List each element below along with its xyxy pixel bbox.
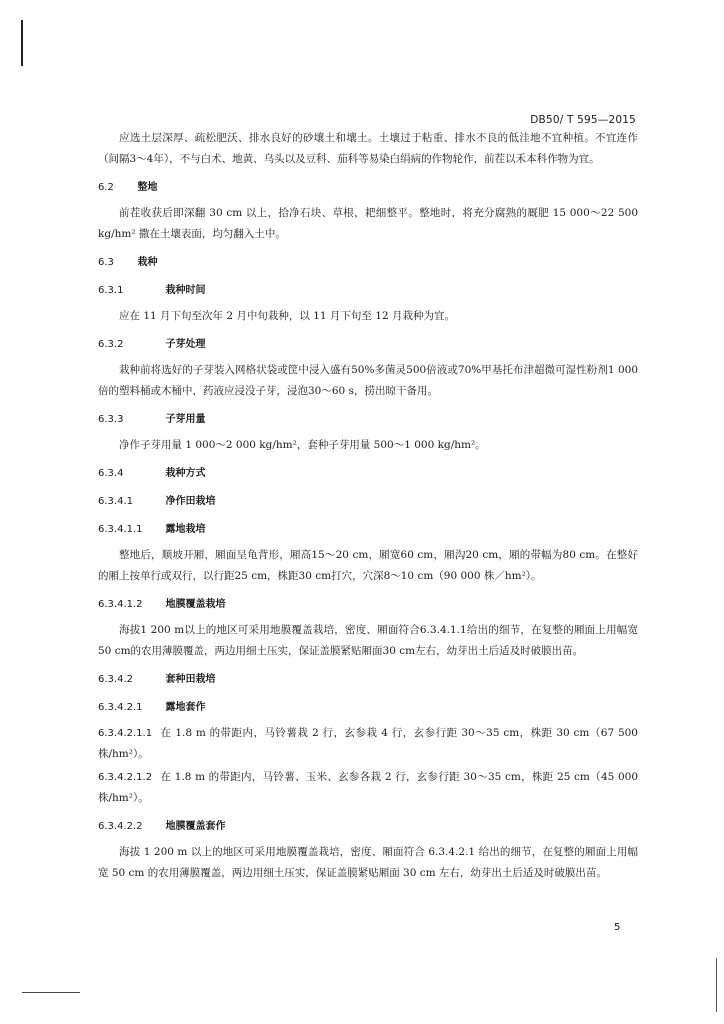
section-heading [98,463,638,484]
scan-edge-mark-bottom [22,992,80,993]
section-number: 6.3.4.1 [98,496,133,507]
section-number: 6.3.4 [98,468,124,479]
section-text: 海拔 1 200 m 以上的地区可采用地膜覆盖栽培，密度、厢面符合 6.3.4.2.1 给出的细节，在复整的厢面上用幅宽 50 cm 的农用薄膜覆盖，两边用细土压实，保证盖膜紧贴厢面 30 cm 左右，幼芽出土后适及时破膜出苗。 [98,846,638,879]
section-number: 6.3.4.2 [98,674,133,685]
section-heading [98,252,638,273]
section-number: 6.3.4.1.1 [98,524,143,535]
section-title: 地膜覆盖套作 [165,821,226,832]
section-number: 6.3.2 [98,339,124,350]
section-heading [98,669,638,690]
section-heading [98,280,638,301]
section-number: 6.3 [98,257,114,268]
section-heading [98,334,638,355]
section-title: 栽种方式 [165,468,206,479]
list-item [98,723,638,765]
item-number: 6.3.4.2.1.2 [98,772,153,783]
section-title: 子芽用量 [165,414,206,425]
intro-paragraph: 应选土层深厚、疏松肥沃、排水良好的砂壤土和壤土。土壤过于粘重、排水不良的低洼地不宜种植。不宜连作（间隔3～4年），不与白术、地黄、乌头以及豆科、茄科等易染白绢病的作物轮作，前茬以禾本科作物为宜。 [98,132,638,165]
page-number: 5 [614,922,621,933]
section-heading [98,816,638,837]
section-title: 整地 [137,182,158,193]
section-heading [98,519,638,540]
section-title: 露地套作 [165,702,206,713]
section-heading [98,594,638,615]
item-text: 在 1.8 m 的带距内，马铃薯栽 2 行，玄参栽 4 行，玄参行距 30～35 cm，株距 30 cm（67 500 株/hm²）。 [98,727,638,760]
item-number: 6.3.4.2.1.1 [98,728,153,739]
section-text: 整地后，顺坡开厢，厢面呈龟背形，厢高15～20 cm，厢宽60 cm，厢沟20 cm，厢的带幅为80 cm。在整好的厢上按单行或双行，以行距25 cm，株距30 cm打穴，穴深8～10 cm（90 000 株／hm²）。 [98,549,638,582]
section-text: 前茬收获后即深翻 30 cm 以上，拾净石块、草根，耙细整平。整地时，将充分腐熟的厩肥 15 000～22 500 kg/hm² 撒在土壤表面，均匀翻入土中。 [98,207,638,240]
section-title: 套种田栽培 [165,674,216,685]
scan-edge-mark-left [21,20,23,66]
section-number: 6.3.4.2.1 [98,702,143,713]
section-heading [98,491,638,512]
section-text: 净作子芽用量 1 000～2 000 kg/hm²，套种子芽用量 500～1 000 kg/hm²。 [119,439,486,451]
section-number: 6.2 [98,182,114,193]
section-title: 子芽处理 [165,339,206,350]
section-text: 海拔1 200 m以上的地区可采用地膜覆盖栽培，密度、厢面符合6.3.4.1.1给出的细节，在复整的厢面上用幅宽50 cm的农用薄膜覆盖，两边用细土压实，保证盖膜紧贴厢面30 cm左右，幼芽出土后适及时破膜出苗。 [98,624,638,657]
section-number: 6.3.4.2.2 [98,821,143,832]
section-heading [98,177,638,198]
section-title: 净作田栽培 [165,496,216,507]
section-title: 栽种 [137,257,158,268]
item-text: 在 1.8 m 的带距内，马铃薯、玉米、玄参各栽 2 行，玄参行距 30～35 cm，株距 25 cm（45 000 株/hm²）。 [98,771,638,804]
section-heading [98,697,638,718]
section-number: 6.3.1 [98,285,124,296]
section-title: 栽种时间 [165,285,206,296]
standard-code-header: DB50/ T 595—2015 [530,114,636,126]
section-title: 露地栽培 [165,524,206,535]
scan-edge-mark-right [716,958,717,1012]
section-text: 栽种前将选好的子芽装入网格状袋或筐中浸入盛有50%多菌灵500倍液或70%甲基托布津超微可湿性粉剂1 000倍的塑料桶或木桶中，药液应浸没子芽，浸泡30～60 s，捞出晾干备用。 [98,364,638,397]
list-item [98,767,638,809]
section-number: 6.3.4.1.2 [98,599,143,610]
section-text: 应在 11 月下旬至次年 2 月中旬栽种，以 11 月下旬至 12 月栽种为宜。 [119,310,455,322]
section-number: 6.3.3 [98,414,124,425]
section-title: 地膜覆盖栽培 [165,599,226,610]
section-heading [98,409,638,430]
document-body [98,128,638,884]
